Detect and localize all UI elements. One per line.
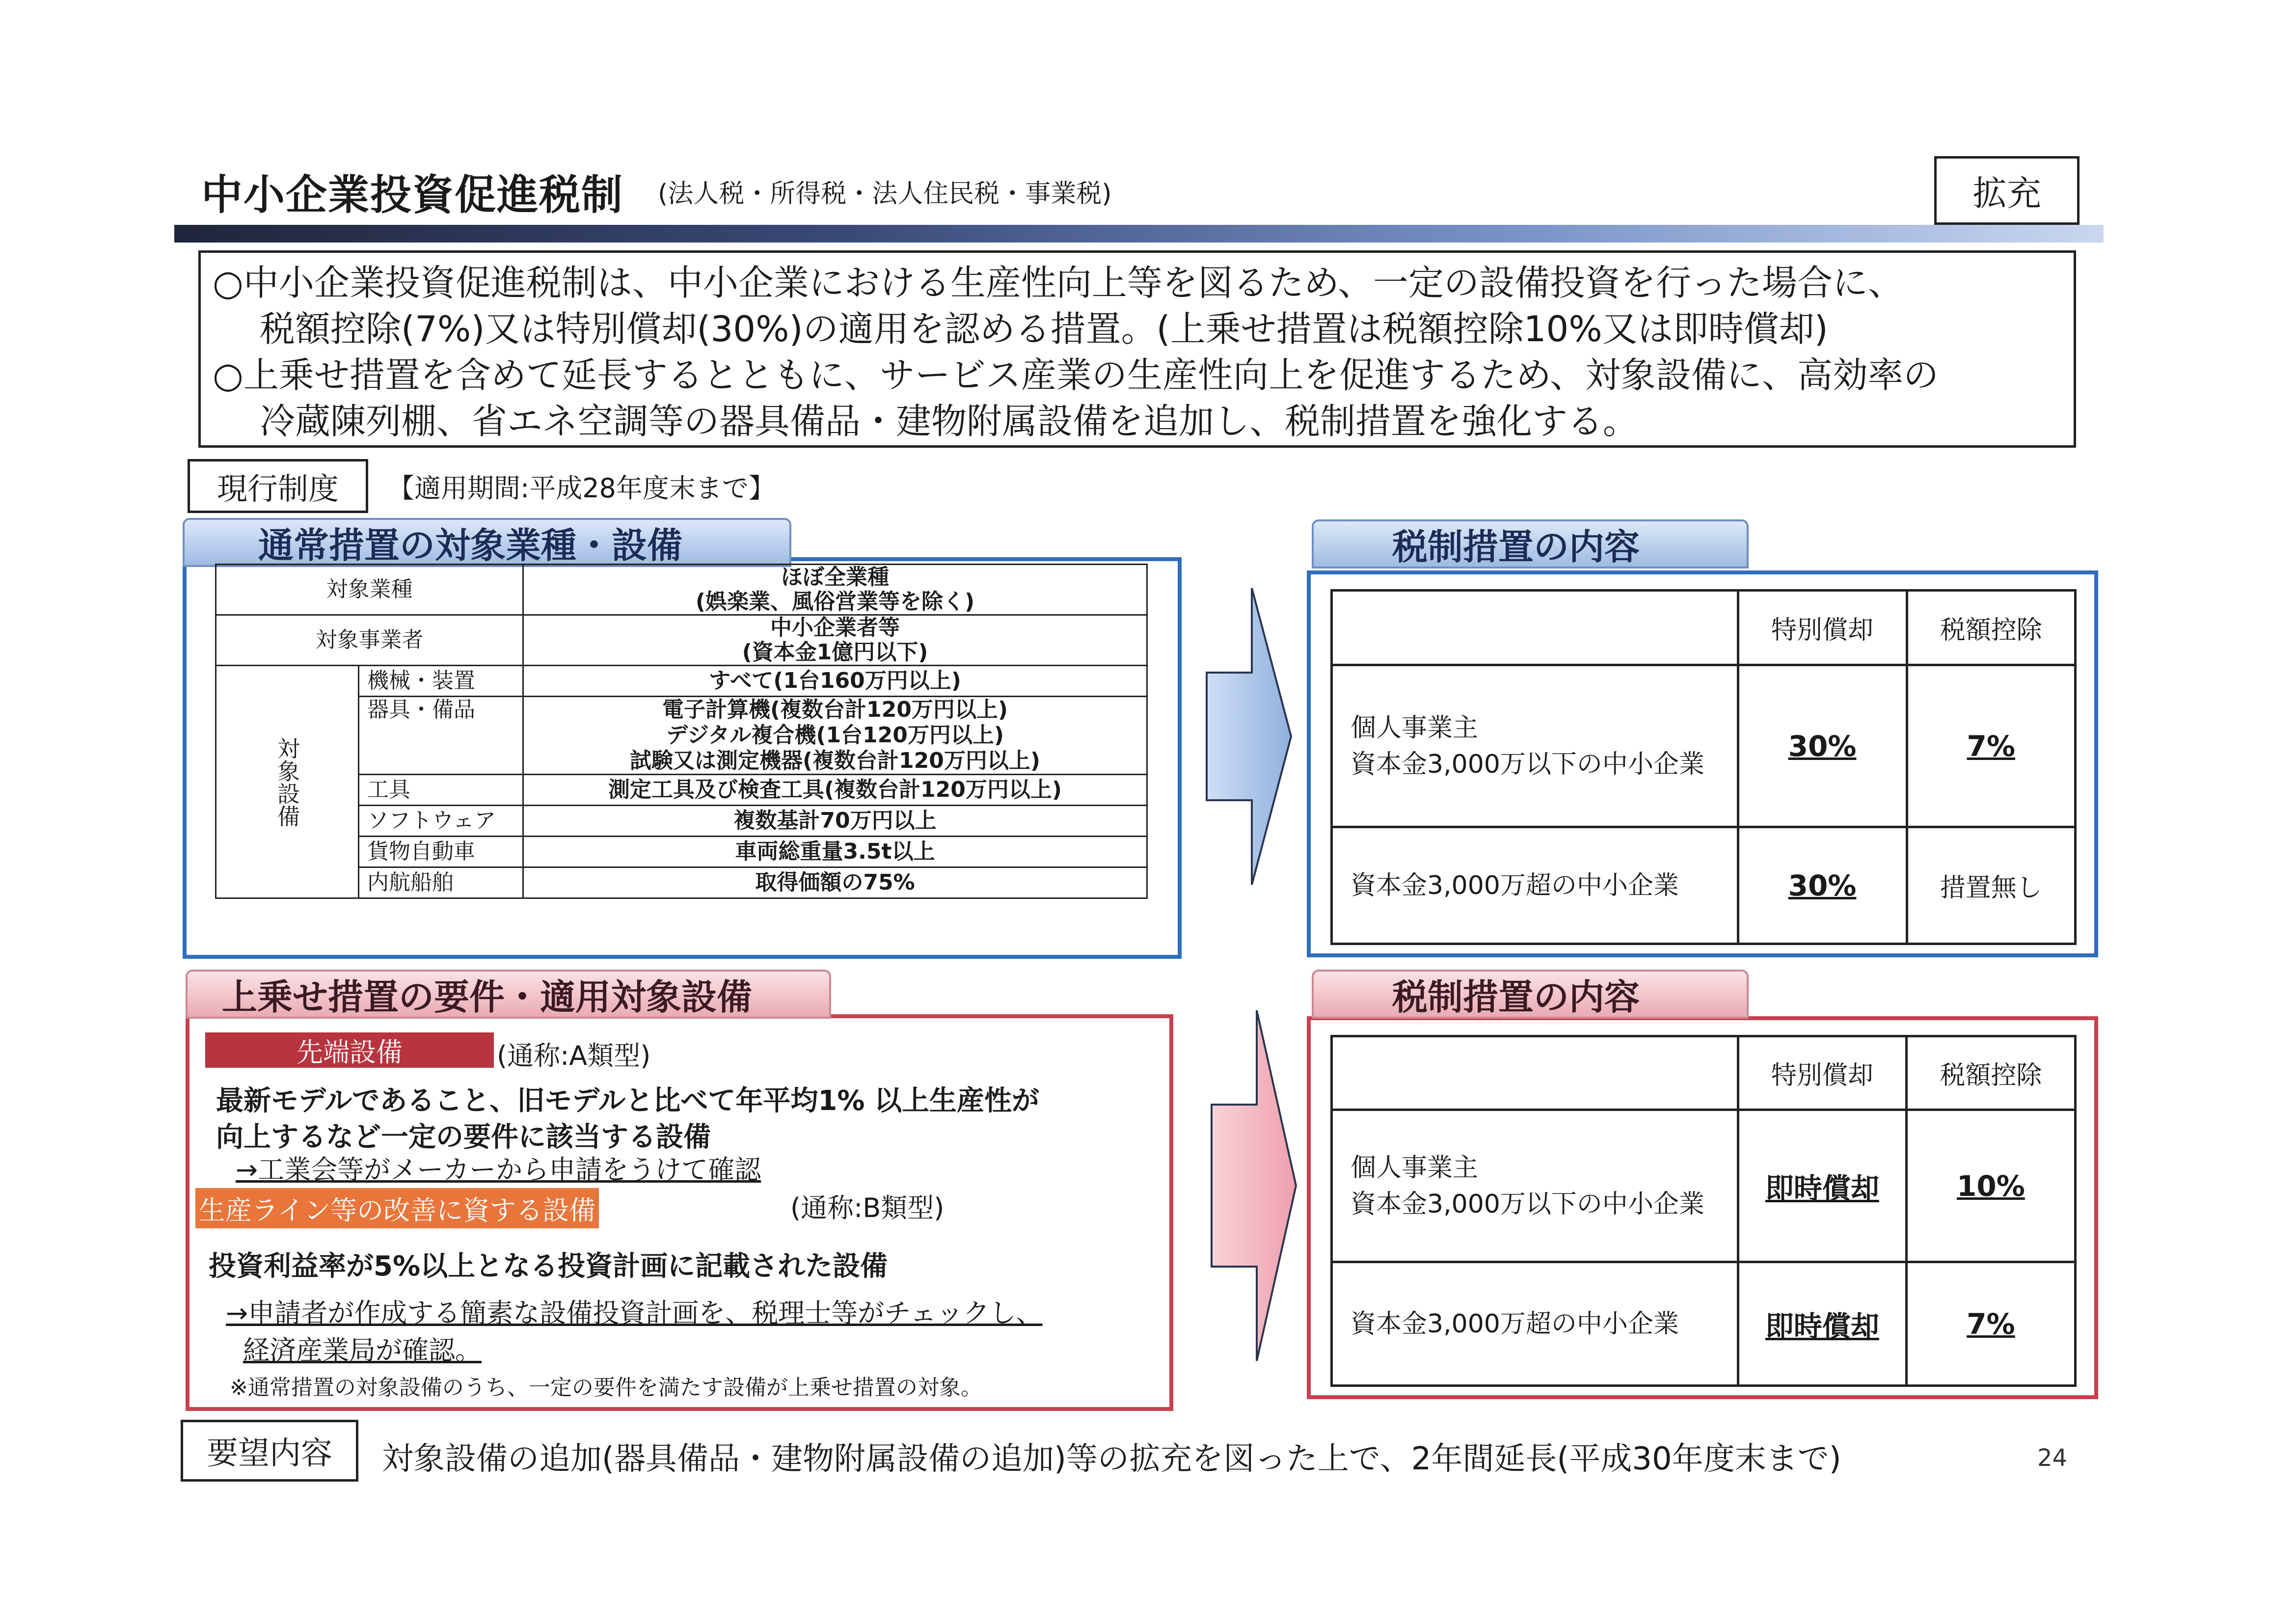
table-row [1332, 827, 2076, 944]
page-title: 中小企業投資促進税制 [201, 171, 624, 219]
fixture-value [523, 697, 1147, 775]
row1-tax-credit-value: 10% [1906, 1110, 2075, 1262]
table-row [1332, 1262, 2076, 1386]
row2-special-depreciation-value: 即時償却 [1738, 1262, 1906, 1386]
business-key: 対象事業者 [216, 615, 523, 666]
col-special-depreciation: 特別償却 [1738, 591, 1907, 665]
tax-normal-tab: 税制措置の内容 [1312, 519, 1749, 568]
page-number: 24 [2037, 1444, 2068, 1472]
ship-value: 取得価額の75% [523, 867, 1147, 898]
industry-value-line2: (娯楽業、風俗営業等を除く) [695, 589, 975, 614]
type-b-label: 生産ライン等の改善に資する設備 [195, 1188, 599, 1228]
arrow-right-icon-blue [1203, 584, 1296, 889]
type-b-line1: 投資利益率が5%以上となる投資計画に記載された設備 [209, 1250, 888, 1282]
equipment-key: 対象設備 [216, 666, 359, 898]
row-large-business-label: 資本金3,000万超の中小企業 [1332, 827, 1738, 944]
type-a-line1: 最新モデルであること、旧モデルと比べて年平均1% 以上生産性が [216, 1085, 1039, 1117]
fixture-value-line3: 試験又は測定機器(複数台計120万円以上) [629, 748, 1041, 773]
extra-measures-tab: 上乗せ措置の要件・適用対象設備 [186, 970, 831, 1019]
industry-value [523, 565, 1147, 615]
truck-value: 車両総重量3.5t以上 [523, 837, 1147, 867]
table-row [216, 565, 1147, 615]
table-row [216, 666, 1147, 697]
row1-special-depreciation-value: 30% [1738, 665, 1907, 827]
table-row [1332, 591, 2076, 665]
row-label-line1: 個人事業主 [1351, 1153, 1479, 1183]
row-label-line2: 資本金3,000万以下の中小企業 [1351, 1189, 1704, 1219]
status-badge: 拡充 [1934, 156, 2080, 225]
row-small-business-label [1332, 665, 1738, 827]
request-text: 対象設備の追加(器具備品・建物附属設備の追加)等の拡充を図った上で、2年間延長(平成30年度末まで) [382, 1441, 1841, 1477]
col-special-depreciation: 特別償却 [1738, 1036, 1906, 1110]
software-key: ソフトウェア [359, 806, 523, 837]
row2-tax-credit-value: 措置無し [1907, 827, 2075, 944]
business-value [523, 615, 1147, 666]
table-row [1332, 665, 2076, 827]
row2-tax-credit-value: 7% [1906, 1262, 2075, 1386]
software-value: 複数基計70万円以上 [523, 806, 1147, 837]
tool-key: 工具 [359, 775, 523, 806]
current-system-period: 【適用期間:平成28年度末まで】 [388, 473, 775, 504]
header-empty-cell [1332, 1036, 1738, 1110]
row1-special-depreciation-value: 即時償却 [1738, 1110, 1906, 1262]
summary-box [198, 250, 2076, 448]
row-label-line2: 資本金3,000万以下の中小企業 [1351, 749, 1704, 779]
type-a-label: 先端設備 [205, 1032, 494, 1068]
summary-line-2: 税額控除(7%)又は特別償却(30%)の適用を認める措置。(上乗せ措置は税額控除10%又は即時償却) [260, 308, 1828, 350]
type-a-line2: 向上するなど一定の要件に該当する設備 [216, 1121, 711, 1153]
request-label: 要望内容 [181, 1420, 358, 1482]
title-divider [174, 225, 2104, 243]
col-tax-credit: 税額控除 [1907, 591, 2075, 665]
summary-line-1: ○中小企業投資促進税制は、中小企業における生産性向上等を図るため、一定の設備投資を行った場合に、 [213, 262, 1903, 303]
normal-measures-tab: 通常措置の対象業種・設備 [183, 518, 791, 567]
type-b-alias: (通称:B類型) [790, 1192, 945, 1223]
page-subtitle: (法人税・所得税・法人住民税・事業税) [658, 179, 1112, 209]
type-a-line3: →工業会等がメーカーから申請をうけて確認 [236, 1154, 761, 1185]
business-value-line1: 中小企業者等 [770, 615, 900, 640]
tool-value: 測定工具及び検査工具(複数台計120万円以上) [523, 775, 1147, 806]
summary-line-4: 冷蔵陳列棚、省エネ空調等の器具備品・建物附属設備を追加し、税制措置を強化する。 [260, 401, 1639, 442]
tax-extra-table [1330, 1035, 2077, 1387]
arrow-right-icon-red [1208, 1006, 1301, 1365]
fixture-value-line1: 電子計算機(複数台計120万円以上) [662, 697, 1008, 722]
industry-key: 対象業種 [216, 565, 523, 615]
row-large-business-label: 資本金3,000万超の中小企業 [1332, 1262, 1738, 1386]
fixture-value-line2: デジタル複合機(1台120万円以上) [666, 723, 1004, 748]
row-label-line1: 個人事業主 [1351, 713, 1479, 743]
type-a-alias: (通称:A類型) [497, 1040, 651, 1071]
business-value-line2: (資本金1億円以下) [742, 640, 928, 665]
truck-key: 貨物自動車 [359, 837, 523, 867]
type-b-line2: →申請者が作成する簡素な設備投資計画を、税理士等がチェックし、 [226, 1298, 1043, 1328]
tax-normal-table [1330, 589, 2077, 945]
extra-note: ※通常措置の対象設備のうち、一定の要件を満たす設備が上乗せ措置の対象。 [230, 1375, 982, 1400]
machine-key: 機械・装置 [359, 666, 523, 697]
industry-value-line1: ほぼ全業種 [781, 565, 889, 590]
current-system-label: 現行制度 [188, 459, 368, 513]
tax-extra-tab: 税制措置の内容 [1312, 970, 1749, 1019]
header-empty-cell [1332, 591, 1738, 665]
ship-key: 内航船舶 [359, 867, 523, 898]
normal-measures-table [215, 564, 1148, 899]
summary-line-3: ○上乗せ措置を含めて延長するとともに、サービス産業の生産性向上を促進するため、対象設備に、高効率の [213, 354, 1939, 396]
type-b-line3: 経済産業局が確認。 [243, 1335, 482, 1366]
col-tax-credit: 税額控除 [1906, 1036, 2075, 1110]
table-row [216, 615, 1147, 666]
row1-tax-credit-value: 7% [1907, 665, 2075, 827]
table-row [1332, 1036, 2076, 1110]
table-row [1332, 1110, 2076, 1262]
fixture-key: 器具・備品 [359, 697, 523, 775]
machine-value: すべて(1台160万円以上) [523, 666, 1147, 697]
row2-special-depreciation-value: 30% [1738, 827, 1907, 944]
row-small-business-label [1332, 1110, 1738, 1262]
